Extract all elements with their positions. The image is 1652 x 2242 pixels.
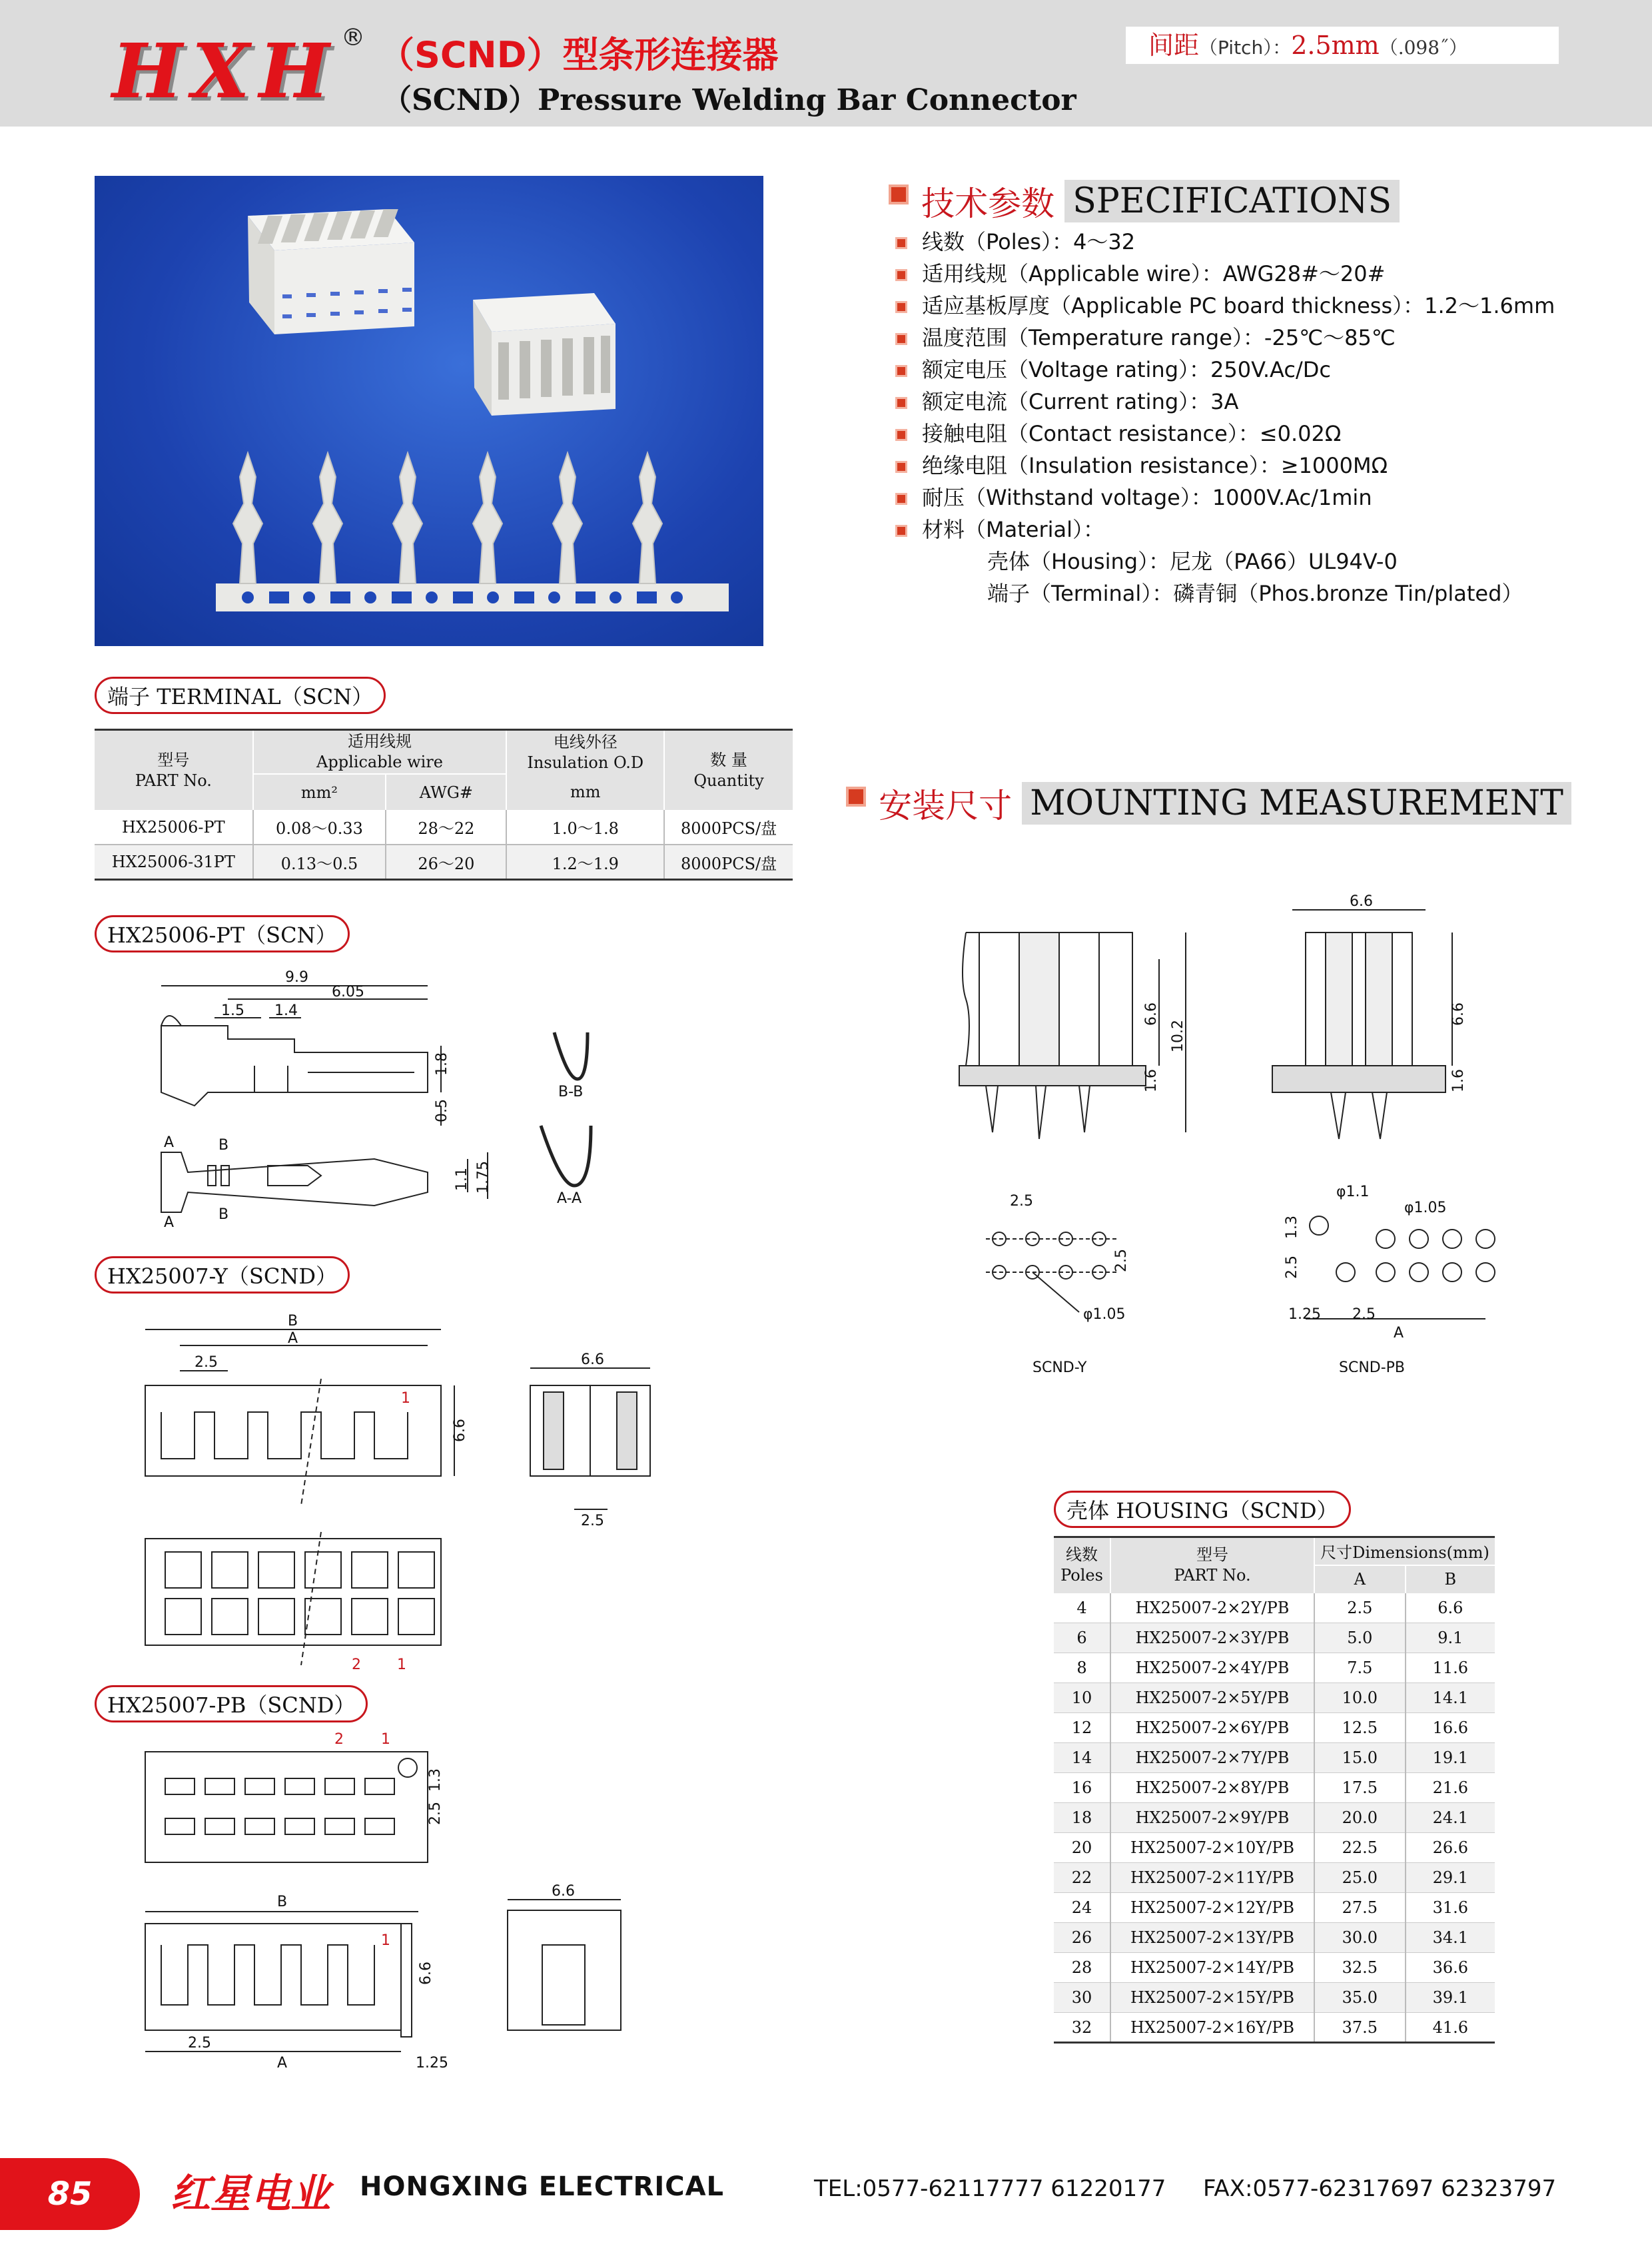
- housing-cell-part: HX25007-2×16Y/PB: [1110, 2013, 1314, 2043]
- terminal-cell: 8000PCS/盘: [664, 845, 793, 879]
- scnd-y-label: SCND-Y: [1032, 1359, 1087, 1372]
- terminal-cell: 8000PCS/盘: [664, 810, 793, 845]
- housing-cell-poles: 18: [1071, 1808, 1092, 1827]
- housing-cell-b: 39.1: [1406, 1983, 1495, 2013]
- spec-bullet: [895, 429, 907, 441]
- table-row: [1054, 1683, 1495, 1713]
- housing-image-1: [248, 209, 414, 334]
- dim-10-2: 10.2: [1170, 1020, 1186, 1052]
- spec-item: [895, 481, 1555, 513]
- housing-cell-part: HX25007-2×12Y/PB: [1110, 1893, 1314, 1923]
- pin2-mark: 2: [334, 1731, 344, 1748]
- dim-1-75: 1.75: [475, 1161, 492, 1194]
- terminal-cell: 26～20: [386, 845, 506, 879]
- terminal-cell: 0.08～0.33: [253, 810, 386, 845]
- terminal-cell: 1.2～1.9: [506, 845, 664, 879]
- dim-2-5-bottom: 2.5: [188, 2035, 211, 2052]
- dim-9-9: 9.9: [285, 969, 308, 986]
- dim-2-5: 2.5: [195, 1354, 218, 1371]
- specs-heading-cn: 技术参数: [921, 185, 1055, 223]
- pin2-mark: 2: [352, 1657, 361, 1673]
- dim-a1-bottom: A: [164, 1214, 175, 1231]
- dim-6-6-top: 6.6: [581, 1351, 604, 1368]
- specs-heading-square: [889, 185, 909, 204]
- table-row: [1054, 1593, 1495, 1623]
- dim-b1-top: B: [218, 1137, 229, 1154]
- housing-cell-part: HX25007-2×8Y/PB: [1110, 1773, 1314, 1803]
- dim-1-5: 1.5: [221, 1002, 244, 1019]
- housing-cell-poles: 10: [1071, 1688, 1092, 1707]
- dim-a: A: [277, 2055, 288, 2071]
- housing-cell-b: 16.6: [1406, 1713, 1495, 1743]
- table-row: [1054, 1773, 1495, 1803]
- spec-item: [895, 353, 1555, 385]
- table-row: [1054, 1893, 1495, 1923]
- footer-company-en: HONGXING ELECTRICAL: [360, 2171, 725, 2202]
- dim-1-6: 1.6: [1143, 1069, 1160, 1092]
- page-number: 85: [0, 2158, 140, 2230]
- housing-cell-a: 7.5: [1314, 1653, 1406, 1683]
- terminal-th-wire: 适用线规 Applicable wire: [253, 730, 507, 775]
- table-row: [1054, 1713, 1495, 1743]
- dim-1-4: 1.4: [274, 1002, 298, 1019]
- housing-cell-poles: 30: [1071, 1988, 1092, 2007]
- housing-label: [1054, 1491, 1351, 1528]
- product-photo-art: [95, 176, 763, 646]
- terminal-cell: 1.0～1.8: [506, 810, 664, 845]
- housing-cell-part: HX25007-2×5Y/PB: [1110, 1683, 1314, 1713]
- housing-cell-a: 10.0: [1314, 1683, 1406, 1713]
- mounting-heading-en: MOUNTING MEASUREMENT: [1022, 782, 1571, 825]
- dim-b1-bottom: B: [218, 1206, 229, 1223]
- terminal-label: [95, 677, 386, 714]
- table-row: [1054, 1953, 1495, 1983]
- dim-2-5-pb-h: 2.5: [1352, 1306, 1376, 1323]
- spec-bullet: [895, 237, 907, 249]
- terminal-strip-image: [216, 453, 729, 611]
- housing-cell-a: 20.0: [1314, 1803, 1406, 1833]
- housing-cell-part: HX25007-2×11Y/PB: [1110, 1863, 1314, 1893]
- housing-cell-poles: 4: [1076, 1598, 1087, 1617]
- housing-cell-a: 22.5: [1314, 1833, 1406, 1863]
- housing-cell-b: 19.1: [1406, 1743, 1495, 1773]
- terminal-cell: HX25006-31PT: [111, 853, 235, 872]
- footer-fax: FAX:0577-62317697 62323797: [1203, 2175, 1557, 2202]
- spec-text: 温度范围（Temperature range）：-25℃～85℃: [922, 325, 1396, 350]
- pb-drawing-label: [95, 1685, 368, 1722]
- table-row: [95, 810, 793, 845]
- dim-6-6: 6.6: [1143, 1002, 1160, 1026]
- housing-cell-a: 35.0: [1314, 1983, 1406, 2013]
- terminal-pt-drawing: [95, 959, 801, 1252]
- spec-item: [895, 449, 1555, 481]
- housing-th-poles: 线数 Poles: [1060, 1545, 1103, 1585]
- spec-text: 适用线规（Applicable wire）：AWG28#～20#: [922, 261, 1386, 286]
- housing-cell-b: 29.1: [1406, 1863, 1495, 1893]
- scnd-pb-label: SCND-PB: [1339, 1359, 1406, 1372]
- housing-cell-poles: 6: [1076, 1629, 1087, 1647]
- spec-bullet: [895, 397, 907, 409]
- dim-1-8: 1.8: [434, 1052, 450, 1076]
- terminal-th-qty: 数 量 Quantity: [664, 730, 793, 811]
- dim-1-6-right: 1.6: [1450, 1069, 1467, 1092]
- housing-cell-poles: 14: [1071, 1748, 1092, 1767]
- dim-6-6-top: 6.6: [552, 1883, 575, 1900]
- spec-item: [895, 385, 1555, 417]
- spec-text: 线数（Poles）：4～32: [922, 229, 1136, 254]
- housing-cell-b: 9.1: [1406, 1623, 1495, 1653]
- spec-bullet: [895, 493, 907, 505]
- housing-cell-part: HX25007-2×14Y/PB: [1110, 1953, 1314, 1983]
- dim-1-1: 1.1: [454, 1168, 470, 1191]
- spec-item: [895, 257, 1555, 289]
- dim-6-6-side: 6.6: [452, 1419, 468, 1442]
- spec-text: 额定电流（Current rating）：3A: [922, 389, 1239, 414]
- spec-text: 端子（Terminal）：磷青铜（Phos.bronze Tin/plated）: [987, 581, 1523, 606]
- spec-material-item: [895, 545, 1555, 577]
- footer-tel: TEL:0577-62117777 61220177: [814, 2175, 1166, 2202]
- table-row: [1054, 2013, 1495, 2043]
- housing-cell-poles: 12: [1071, 1718, 1092, 1737]
- spec-bullet: [895, 525, 907, 537]
- housing-cell-part: HX25007-2×9Y/PB: [1110, 1803, 1314, 1833]
- terminal-label-cn: 端子: [107, 684, 151, 709]
- spec-text: 材料（Material）：: [922, 517, 1105, 542]
- spec-item: [895, 321, 1555, 353]
- dim-2-5-pb: 2.5: [1284, 1256, 1300, 1279]
- dim-b: B: [277, 1894, 288, 1910]
- housing-cell-poles: 28: [1071, 1958, 1092, 1977]
- terminal-cell: HX25006-PT: [121, 817, 225, 837]
- dim-6-6-right: 6.6: [1450, 1002, 1467, 1026]
- housing-cell-poles: 24: [1071, 1898, 1092, 1917]
- pitch-label: （Pitch）：: [1199, 37, 1292, 59]
- housing-cell-poles: 20: [1071, 1838, 1092, 1857]
- dim-hole-1-05: φ1.05: [1083, 1306, 1126, 1323]
- housing-cell-b: 21.6: [1406, 1773, 1495, 1803]
- table-row: [1054, 1803, 1495, 1833]
- housing-cell-b: 34.1: [1406, 1923, 1495, 1953]
- housing-label-en: HOUSING（SCND）: [1116, 1498, 1338, 1523]
- spec-text: 适应基板厚度（Applicable PC board thickness）：1.2～1.6mm: [922, 293, 1555, 318]
- housing-image-2: [473, 293, 616, 416]
- housing-cell-a: 12.5: [1314, 1713, 1406, 1743]
- mounting-heading-cn: 安装尺寸: [879, 787, 1013, 825]
- specs-heading-en: SPECIFICATIONS: [1064, 180, 1400, 222]
- dim-6-6: 6.6: [418, 1962, 434, 1985]
- housing-cell-poles: 16: [1071, 1778, 1092, 1797]
- housing-cell-a: 2.5: [1314, 1593, 1406, 1623]
- pin1-mark: 1: [381, 1731, 390, 1748]
- page-title-en: （SCND）Pressure Welding Bar Connector: [382, 83, 1076, 117]
- housing-cell-b: 14.1: [1406, 1683, 1495, 1713]
- hxh-logo: HXH: [112, 28, 339, 115]
- product-photo: [95, 176, 763, 646]
- spec-bullet: [895, 301, 907, 313]
- dim-a1-top: A: [164, 1134, 175, 1151]
- housing-cell-a: 17.5: [1314, 1773, 1406, 1803]
- registered-mark: ®: [341, 24, 365, 51]
- pitch-inch: （.098˝）: [1379, 37, 1468, 59]
- terminal-cell: 0.13～0.5: [253, 845, 386, 879]
- housing-cell-part: HX25007-2×4Y/PB: [1110, 1653, 1314, 1683]
- housing-cell-part: HX25007-2×15Y/PB: [1110, 1983, 1314, 2013]
- terminal-th-part: 型号 PART No.: [135, 750, 212, 790]
- dim-b: B: [288, 1313, 298, 1329]
- housing-table: [1054, 1536, 1495, 2044]
- dim-2-5-v: 2.5: [1113, 1249, 1130, 1272]
- housing-th-a: A: [1314, 1565, 1406, 1593]
- housing-cell-b: 36.6: [1406, 1953, 1495, 1983]
- terminal-th-od: 电线外径 Insulation O.D: [506, 730, 664, 775]
- housing-th-part: 型号 PART No.: [1110, 1537, 1314, 1593]
- housing-cell-b: 31.6: [1406, 1893, 1495, 1923]
- table-row: [1054, 1923, 1495, 1953]
- spec-text: 绝缘电阻（Insulation resistance）：≥1000MΩ: [922, 453, 1388, 478]
- section-aa-label: A-A: [557, 1190, 582, 1207]
- spec-bullet: [895, 461, 907, 473]
- housing-th-b: B: [1406, 1565, 1495, 1593]
- mounting-heading: [846, 779, 1571, 827]
- table-row: [1054, 1623, 1495, 1653]
- housing-cell-part: HX25007-2×7Y/PB: [1110, 1743, 1314, 1773]
- housing-cell-a: 27.5: [1314, 1893, 1406, 1923]
- housing-table-body: [1054, 1593, 1495, 2043]
- spec-item: [895, 417, 1555, 449]
- housing-cell-a: 32.5: [1314, 1953, 1406, 1983]
- terminal-label-en: TERMINAL（SCN）: [157, 684, 374, 709]
- housing-label-cn: 壳体: [1066, 1498, 1110, 1523]
- terminal-th-od-unit: mm: [506, 774, 664, 810]
- housing-cell-b: 11.6: [1406, 1653, 1495, 1683]
- dim-a: A: [288, 1330, 298, 1347]
- spec-text: 额定电压（Voltage rating）：250V.Ac/Dc: [922, 357, 1331, 382]
- table-row: [1054, 1983, 1495, 2013]
- housing-cell-a: 37.5: [1314, 2013, 1406, 2043]
- spec-bullet: [895, 365, 907, 377]
- housing-cell-a: 15.0: [1314, 1743, 1406, 1773]
- dim-1-25: 1.25: [1288, 1306, 1321, 1323]
- spec-material-item: [895, 577, 1555, 609]
- table-row: [1054, 1653, 1495, 1683]
- housing-cell-part: HX25007-2×10Y/PB: [1110, 1833, 1314, 1863]
- terminal-th-awg: AWG#: [386, 774, 506, 810]
- pitch-cn: 间距: [1148, 31, 1200, 60]
- mounting-drawings: [933, 893, 1519, 1372]
- pitch-box: [1126, 27, 1559, 64]
- spec-item: [895, 225, 1555, 257]
- dim-2-5-bottom: 2.5: [581, 1513, 604, 1529]
- housing-cell-b: 6.6: [1406, 1593, 1495, 1623]
- spec-bullet: [895, 269, 907, 281]
- specs-list: [895, 225, 1555, 609]
- housing-cell-b: 24.1: [1406, 1803, 1495, 1833]
- pt-drawing-label-text: HX25006-PT（SCN）: [107, 923, 337, 948]
- dim-hole-1-1: φ1.1: [1336, 1184, 1370, 1200]
- housing-cell-part: HX25007-2×13Y/PB: [1110, 1923, 1314, 1953]
- dim-1-3: 1.3: [1284, 1216, 1300, 1239]
- dim-1-25: 1.25: [416, 2055, 448, 2071]
- dim-2-5: 2.5: [1010, 1193, 1033, 1210]
- pin1-mark-bottom: 1: [397, 1657, 406, 1673]
- housing-cell-a: 25.0: [1314, 1863, 1406, 1893]
- dim-0-5: 0.5: [434, 1099, 450, 1122]
- section-bb-label: B-B: [558, 1084, 584, 1100]
- mounting-heading-square: [846, 787, 866, 807]
- housing-cell-part: HX25007-2×6Y/PB: [1110, 1713, 1314, 1743]
- housing-cell-b: 26.6: [1406, 1833, 1495, 1863]
- housing-cell-poles: 26: [1071, 1928, 1092, 1947]
- dim-6-05: 6.05: [332, 984, 364, 1000]
- housing-cell-b: 41.6: [1406, 2013, 1495, 2043]
- pin1-mark: 1: [401, 1390, 410, 1407]
- housing-cell-a: 5.0: [1314, 1623, 1406, 1653]
- table-row: [1054, 1863, 1495, 1893]
- housing-y-drawing: [95, 1306, 761, 1679]
- specs-heading: [889, 177, 1400, 225]
- housing-cell-poles: 32: [1071, 2018, 1092, 2037]
- spec-text: 接触电阻（Contact resistance）：≤0.02Ω: [922, 421, 1342, 446]
- housing-pb-drawing: [95, 1725, 761, 2085]
- y-drawing-label: [95, 1256, 350, 1294]
- terminal-table: [95, 729, 793, 881]
- spec-text: 壳体（Housing）：尼龙（PA66）UL94V-0: [987, 549, 1398, 574]
- housing-th-dim: 尺寸Dimensions(mm): [1314, 1537, 1495, 1565]
- footer-company-cn: 红星电业: [171, 2171, 330, 2217]
- housing-cell-poles: 8: [1076, 1659, 1087, 1677]
- pt-drawing-label: [95, 915, 350, 952]
- dim-a: A: [1394, 1325, 1404, 1341]
- pitch-value: 2.5mm: [1291, 31, 1380, 60]
- spec-text: 耐压（Withstand voltage）：1000V.Ac/1min: [922, 485, 1372, 510]
- page-title-cn: （SCND）型条形连接器: [378, 34, 779, 76]
- pin1-mark-side: 1: [381, 1932, 390, 1949]
- dim-2-5: 2.5: [427, 1802, 444, 1825]
- housing-cell-part: HX25007-2×3Y/PB: [1110, 1623, 1314, 1653]
- y-drawing-label-text: HX25007-Y（SCND）: [107, 1264, 337, 1289]
- dim-hole-1-05-pb: φ1.05: [1404, 1200, 1447, 1216]
- spec-item: [895, 289, 1555, 321]
- dim-6-6-top: 6.6: [1350, 893, 1373, 910]
- spec-bullet: [895, 333, 907, 345]
- housing-cell-a: 30.0: [1314, 1923, 1406, 1953]
- table-row: [1054, 1833, 1495, 1863]
- table-row: [1054, 1743, 1495, 1773]
- spec-item: [895, 513, 1555, 545]
- dim-1-3: 1.3: [427, 1768, 444, 1792]
- pb-drawing-label-text: HX25007-PB（SCND）: [107, 1692, 356, 1718]
- housing-cell-part: HX25007-2×2Y/PB: [1110, 1593, 1314, 1623]
- terminal-th-mm2: mm²: [253, 774, 386, 810]
- housing-cell-poles: 22: [1071, 1868, 1092, 1887]
- terminal-cell: 28～22: [386, 810, 506, 845]
- table-row: [95, 845, 793, 879]
